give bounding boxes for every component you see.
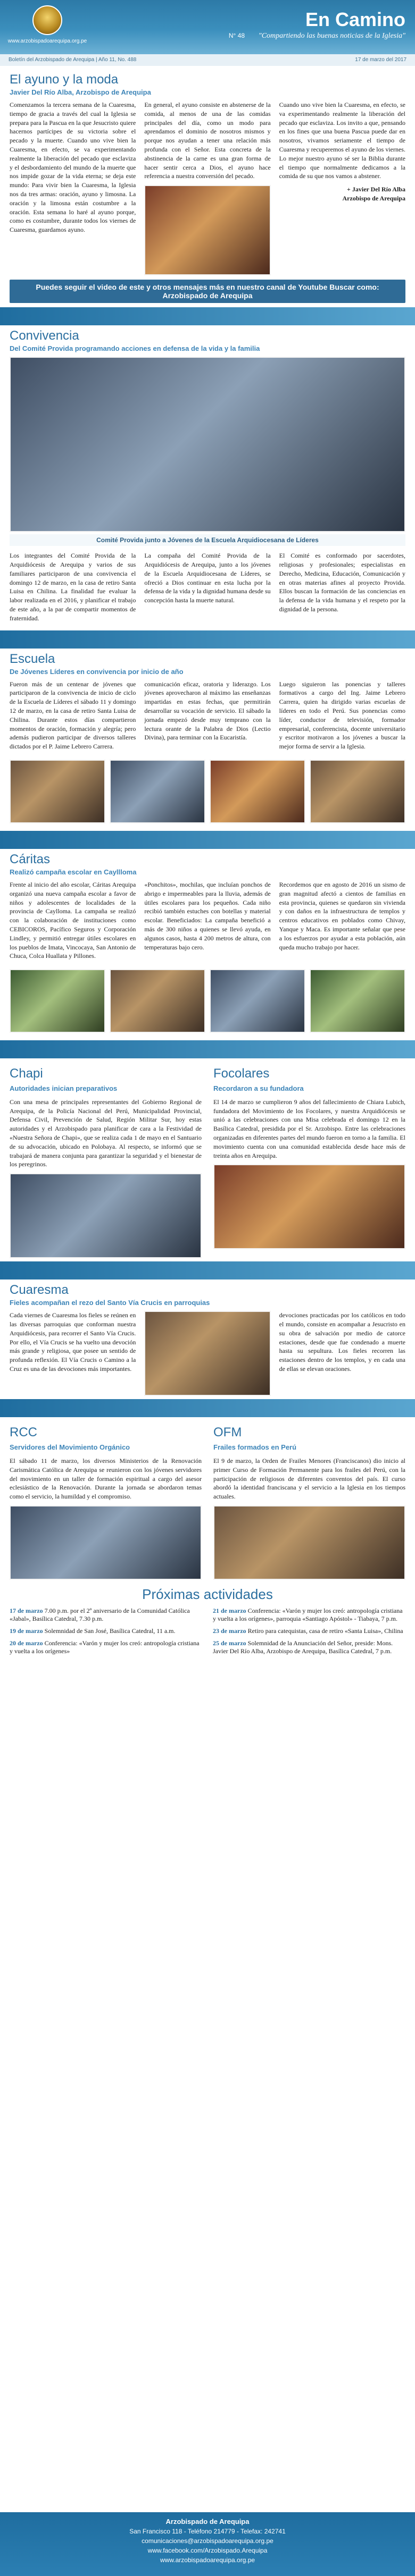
agenda-date: 17 de marzo xyxy=(10,1607,45,1615)
section-paragraph: Recordemos que en agosto de 2016 un sismo de gran magnitud afectó a cientos de familias en esta provincia, quienes se quedaron sin vivienda y con daños en la infraestructura de templos y centros educativos en poblados como Chivay, Yanque y Maca. Es importante señalar que pese a los esfuerzos por ayudar a esta población, aún queda mucho trabajo por hacer. xyxy=(279,880,405,951)
section-paragraph: La compaña del Comité Provida de la Arquidiócesis de Arequipa, junto a los jóvenes de la Escuela Arquidiocesana de Líderes, se ofreció a Dios continuar en esta lucha por la defensa de la vida y la dignidad humana desde su concepción hasta la muerte natural. xyxy=(144,552,271,604)
youtube-ribbon[interactable]: Puedes seguir el video de este y otros mensajes más en nuestro canal de Youtube Buscar como: Arzobispado de Arequipa xyxy=(10,280,405,303)
gallery-photo xyxy=(110,760,205,823)
rcc-photo xyxy=(10,1505,202,1580)
issue-date: 17 de marzo del 2017 xyxy=(355,57,406,63)
escuela-section xyxy=(0,649,415,828)
section-subtitle: Fieles acompañan el rezo del Santo Vía Crucis en parroquias xyxy=(10,1299,210,1307)
agenda-text: Solemnidad de San José, Basílica Catedral, 11 a.m. xyxy=(44,1627,176,1635)
agenda-text: Conferencia: «Varón y mujer los creó: antropología cristiana y vuelta a los orígenes» xyxy=(10,1639,200,1655)
meeting-photo xyxy=(10,1173,202,1258)
gallery-photo xyxy=(310,760,405,823)
caritas-section xyxy=(0,849,415,1037)
brand-block xyxy=(259,9,405,40)
section-divider xyxy=(0,831,415,849)
agenda-item xyxy=(213,1607,405,1623)
section-title: Cuaresma xyxy=(10,1283,69,1298)
agenda-item xyxy=(213,1639,405,1655)
section-subtitle: Recordaron a su fundadora xyxy=(213,1084,304,1092)
group-photo xyxy=(10,357,405,532)
section-divider xyxy=(0,1040,415,1058)
issue-info: Boletín del Arzobispado de Arequipa | Año 11, No. 488 xyxy=(9,57,137,63)
rcc-section xyxy=(10,1420,202,1580)
section-divider xyxy=(0,630,415,649)
site-url[interactable]: www.arzobispadoarequipa.org.pe xyxy=(7,38,87,44)
section-title: Chapi xyxy=(10,1066,43,1081)
section-paragraph: Luego siguieron las ponencias y talleres formativos a cargo del Ing. Jaime Lebrero Carrera, quien ha dirigido varias escuelas de líderes en todo el Perú. Sus ponencias como líder, conductor de televisión, formador empresarial, conferencista, docente universitario y escritor motivaron a los jóvenes a buscar la mejor forma de servir a la Iglesia. xyxy=(279,680,405,751)
agenda-date: 21 de marzo xyxy=(213,1607,248,1615)
section-paragraph: «Ponchitos», mochilas, que incluían ponchos de abrigo e impermeables para la lluvia, además de útiles escolares para los pequeños. Cada niño recibió también estuches con botellas y material escolar. Beneficiados: La campaña benefició a más de 300 niños a quienes se llevó ayuda, en algunos casos, hasta 4 200 metros de altura, con temperaturas bajo cero. xyxy=(144,880,271,951)
agenda-date: 25 de marzo xyxy=(213,1639,248,1647)
photo-gallery xyxy=(0,965,415,1037)
section-paragraph: El sábado 11 de marzo, los diversos Ministerios de la Renovación Carismática Católica de Arequipa se reunieron con los jóvenes servidores del movimiento en un taller de formación espiritual a cargo del asesor eclesiástico de la Renovación. Durante la jornada se abordaron temas como el servicio, la humildad y el compromiso. xyxy=(10,1457,202,1501)
gallery-photo xyxy=(110,969,205,1033)
section-subtitle: Del Comité Provida programando acciones en defensa de la vida y la familia xyxy=(10,344,260,353)
photo-gallery xyxy=(0,755,415,828)
editorial-author: Javier Del Río Alba, Arzobispo de Arequipa xyxy=(10,88,151,96)
footer-facebook[interactable]: www.facebook.com/Arzobispado.Arequipa xyxy=(147,2547,268,2554)
editorial-paragraph: Cuando uno vive bien la Cuaresma, en efecto, se va experimentando realmente la liberación del pecado que esclaviza. Los invito a que, pensando en los fines que una buena Pascua puede dar en nosotros, vivamos seriamente el tiempo de Cuaresma y recuperemos el ayuno de los viernes. Lo mejor nuestro ayuno sé ser la Biblia durante el tiempo que normalmente dedicamos a la comida de su que nos vamos a abstener. xyxy=(279,101,405,180)
section-title: Cáritas xyxy=(10,852,51,866)
section-paragraph: El 9 de marzo, la Orden de Frailes Menores (Franciscanos) dio inicio al primer Curso de Formación Permanente para los frailes del Perú, con la participación de religiosos de diferentes conventos del país. El curso abordó la identidad franciscana y el servicio a la Iglesia en los tiempos actuales. xyxy=(213,1457,405,1501)
agenda-date: 23 de marzo xyxy=(213,1627,248,1635)
section-subtitle: Frailes formados en Perú xyxy=(213,1443,297,1451)
signature-name: + Javier Del Río Alba xyxy=(347,186,405,193)
section-paragraph: Frente al inicio del año escolar, Cáritas Arequipa organizó una nueva campaña escolar a favor de niños y adolescentes de localidades de la provincia de Caylloma. La campaña se realizó con la colaboración de instituciones como CEBICOROS, Pacífico Seguros y Corporación Lindley, y permitió entregar útiles escolares en los pueblos de Imata, Vincocaya, San Antonio de Chuca, Colca Huallata y Pillones. xyxy=(10,880,136,960)
agenda-item xyxy=(10,1627,202,1635)
ofm-section xyxy=(213,1420,405,1580)
header-subbar xyxy=(0,54,415,66)
rcc-ofm-row xyxy=(0,1420,415,1580)
editorial-title: El ayuno y la moda xyxy=(10,72,119,87)
agenda-item xyxy=(10,1607,202,1623)
brand-tagline: "Compartiendo las buenas noticias de la Iglesia" xyxy=(258,32,405,40)
gallery-photo xyxy=(210,969,305,1033)
agenda-grid xyxy=(10,1607,405,1655)
agenda-item xyxy=(213,1627,405,1635)
header-banner xyxy=(0,0,415,54)
section-paragraph: El 14 de marzo se cumplieron 9 años del fallecimiento de Chiara Lubich, fundadora del Movimiento de los Focolares, y nuestra Arquidiócesis se unió a las celebraciones con una Misa celebrada el domingo 12 en la Basílica Catedral, presidida por el Sr. Arzobispo. Entre las celebraciones organizadas en diferentes partes del mundo fueron en torno a la familia. El movimiento cuenta con una comunidad establecida desde hace más de treinta años en Arequipa. xyxy=(213,1098,405,1159)
gallery-photo xyxy=(10,969,105,1033)
footer-email[interactable]: comunicaciones@arzobispadoarequipa.org.pe xyxy=(142,2537,273,2545)
chapi-focolares-row xyxy=(0,1062,415,1258)
agenda-text: Retiro para catequistas, casa de retiro «Santa Luisa», Chilina xyxy=(247,1627,403,1635)
section-paragraph: Los integrantes del Comité Provida de la Arquidiócesis de Arequipa y varios de sus familiares participaron de una convivencia el domingo 12 de marzo, en la casa de retiro Santa Luisa en Chilina. La finalidad fue evaluar la labor realizada en el 2016, y planificar el trabajo de este año, a la par de compartir momentos de fraternidad. xyxy=(10,552,136,622)
section-paragraph: Con una mesa de principales representantes del Gobierno Regional de Arequipa, de la Policía Nacional del Perú, Municipalidad Provincial, Defensa Civil, Prevención de Salud, Región Militar Sur, hoy estas autoridades y el Arzobispado para planificar de cara a la Festividad de «Nuestra Señora de Chapi», que se realiza cada 1 de mayo en el Santuario de su advocación, ubicado en Polobaya. Al respecto, se informó que se trabajará de manera conjunta para garantizar la seguridad y el bienestar de los peregrinos. xyxy=(10,1098,202,1168)
cuaresma-section xyxy=(0,1279,415,1396)
section-title: Focolares xyxy=(213,1066,270,1081)
section-paragraph: devociones practicadas por los católicos en todo el mundo, consiste en acompañar a Jesucristo en su obra de salvación por medio de catorce estaciones, desde que fue condenado a muerte hasta su sepultura. Los fieles recorren las estaciones dentro de los templos, y en cada una de ellas se elevan oraciones. xyxy=(279,1311,405,1373)
section-title: OFM xyxy=(213,1425,242,1440)
section-divider xyxy=(0,1399,415,1417)
signature-title: Arzobispo de Arequipa xyxy=(342,194,405,202)
section-subtitle: Servidores del Movimiento Orgánico xyxy=(10,1443,130,1451)
gallery-photo xyxy=(10,760,105,823)
via-crucis-photo xyxy=(144,1311,270,1396)
editorial-paragraph: Comenzamos la tercera semana de la Cuaresma, tiempo de gracia a través del cual la Iglesia se prepara para la Pascua en la que Jesucristo quiere hacernos partícipes de su victoria sobre el pecado y la muerte. Cuando uno vive bien la Cuaresma, en efecto, se va experimentando realmente la liberación del pecado que esclaviza y el desbordamiento del mundo de la muerte que nos impide gozar de la vida eterna; se deja este mundo: Para vivir bien la Cuaresma, la Iglesia nos da tres armas: oración, ayuno y limosna. La oración y la limosna están costumbre a la oración. Esta semana lo haré al ayuno porque, como es costumbre, durante todos los viernes de Cuaresma, guardamos ayuno. xyxy=(10,101,136,234)
editorial-section xyxy=(0,66,415,303)
footer-address: San Francisco 118 - Teléfono 214779 - Telefax: 242741 xyxy=(129,2528,286,2535)
section-title: Convivencia xyxy=(10,329,79,343)
logo-block xyxy=(7,5,87,44)
footer-website[interactable]: www.arzobispadoarequipa.org.pe xyxy=(160,2556,255,2564)
section-divider xyxy=(0,307,415,325)
brand-title: En Camino xyxy=(305,9,405,30)
mass-photo xyxy=(213,1164,405,1249)
issue-number: N° 48 xyxy=(228,32,245,39)
section-title: Escuela xyxy=(10,651,55,666)
agenda-date: 19 de marzo xyxy=(10,1627,45,1635)
editorial-paragraph: En general, el ayuno consiste en abstenerse de la comida, al menos de una de las comidas principales del día, como un modo para aprendamos el dominio de nosotros mismos y porque nos ayudan a tener una relación más profunda con el Señor. Esta concreta de la abstinencia de la carne es una gran forma de hacer sentir cerca a Dios, el ayuno hace referencia a nuestra conversión del pecado. xyxy=(144,101,271,180)
section-paragraph: El Comité es conformado por sacerdotes, religiosas y profesionales; especialistas en Derecho, Medicina, Educación, Comunicación y en otras materias afines al proyecto Provida. Ellos buscan la formación de las conciencias en la defensa de la vida humana y el respeto por la dignidad de la persona. xyxy=(279,552,405,613)
focolares-section xyxy=(213,1062,405,1258)
agenda-date: 20 de marzo xyxy=(10,1639,45,1647)
agenda-item xyxy=(10,1639,202,1655)
archdiocese-crest-icon xyxy=(32,5,62,35)
section-divider xyxy=(0,1261,415,1279)
section-subtitle: De Jóvenes Líderes en convivencia por inicio de año xyxy=(10,667,184,676)
section-paragraph: Cada viernes de Cuaresma los fieles se reúnen en las diversas parroquias que conforman nuestra Arquidiócesis, para recorrer el Santo Vía Crucis. Por ello, el Vía Crucis se ha vuelto una devoción más grande y religiosa, que posee un sentido de profunda reflexión. El Vía Crucis o Camino a la Cruz es una de las devociones más importantes. xyxy=(10,1311,136,1373)
gallery-photo xyxy=(310,969,405,1033)
bread-wine-photo xyxy=(144,185,270,275)
agenda-section xyxy=(0,1580,415,1661)
convivencia-section xyxy=(0,325,415,627)
chapi-section xyxy=(10,1062,202,1258)
agenda-text: Conferencia: «Varón y mujer los creó: antropología cristiana y vuelta a los orígenes», parroquia «Santiago Apóstol» - Tiabaya, 7 p.m. xyxy=(213,1607,403,1623)
agenda-text: 7.00 p.m. por el 2º aniversario de la Comunidad Católica «Jabal», Basílica Catedral, 7.30 p.m. xyxy=(10,1607,190,1623)
gallery-photo xyxy=(210,760,305,823)
section-title: RCC xyxy=(10,1425,37,1440)
footer xyxy=(0,2512,415,2576)
section-paragraph: Fueron más de un centenar de jóvenes que participaron de la convivencia de inicio de ciclo de la Escuela de Líderes el sábado 11 y domingo 12 de marzo, en la casa de retiro Santa Luisa de Chilina. Durante estos días compartieron momentos de oración, formación y alegría; pero además pudieron participar de diversos talleres dictados por el P. Jaime Lebrero Carrera. xyxy=(10,680,136,751)
photo-caption: Comité Provida junto a Jóvenes de la Escuela Arquidiocesana de Líderes xyxy=(10,534,405,546)
ofm-photo xyxy=(213,1505,405,1580)
footer-org: Arzobispado de Arequipa xyxy=(165,2518,250,2526)
section-paragraph: comunicación eficaz, oratoria y liderazgo. Los jóvenes aprovecharon al máximo las enseñanzas impartidas en estas fechas, que permitirán desarrollar su vocación de servicio. El sábado la jornada empezó desde muy temprano con la lectura orante de la Palabra de Dios (Lectio Divina), para terminar con la Eucaristía. xyxy=(144,680,271,742)
agenda-title: Próximas actividades xyxy=(142,1586,273,1603)
section-subtitle: Autoridades inician preparativos xyxy=(10,1084,118,1092)
section-subtitle: Realizó campaña escolar en Cayllloma xyxy=(10,868,137,876)
agenda-text: Solemnidad de la Anunciación del Señor, preside: Mons. Javier Del Río Alba, Arzobispo de Arequipa, Basílica Catedral, 7 p.m. xyxy=(213,1639,393,1655)
